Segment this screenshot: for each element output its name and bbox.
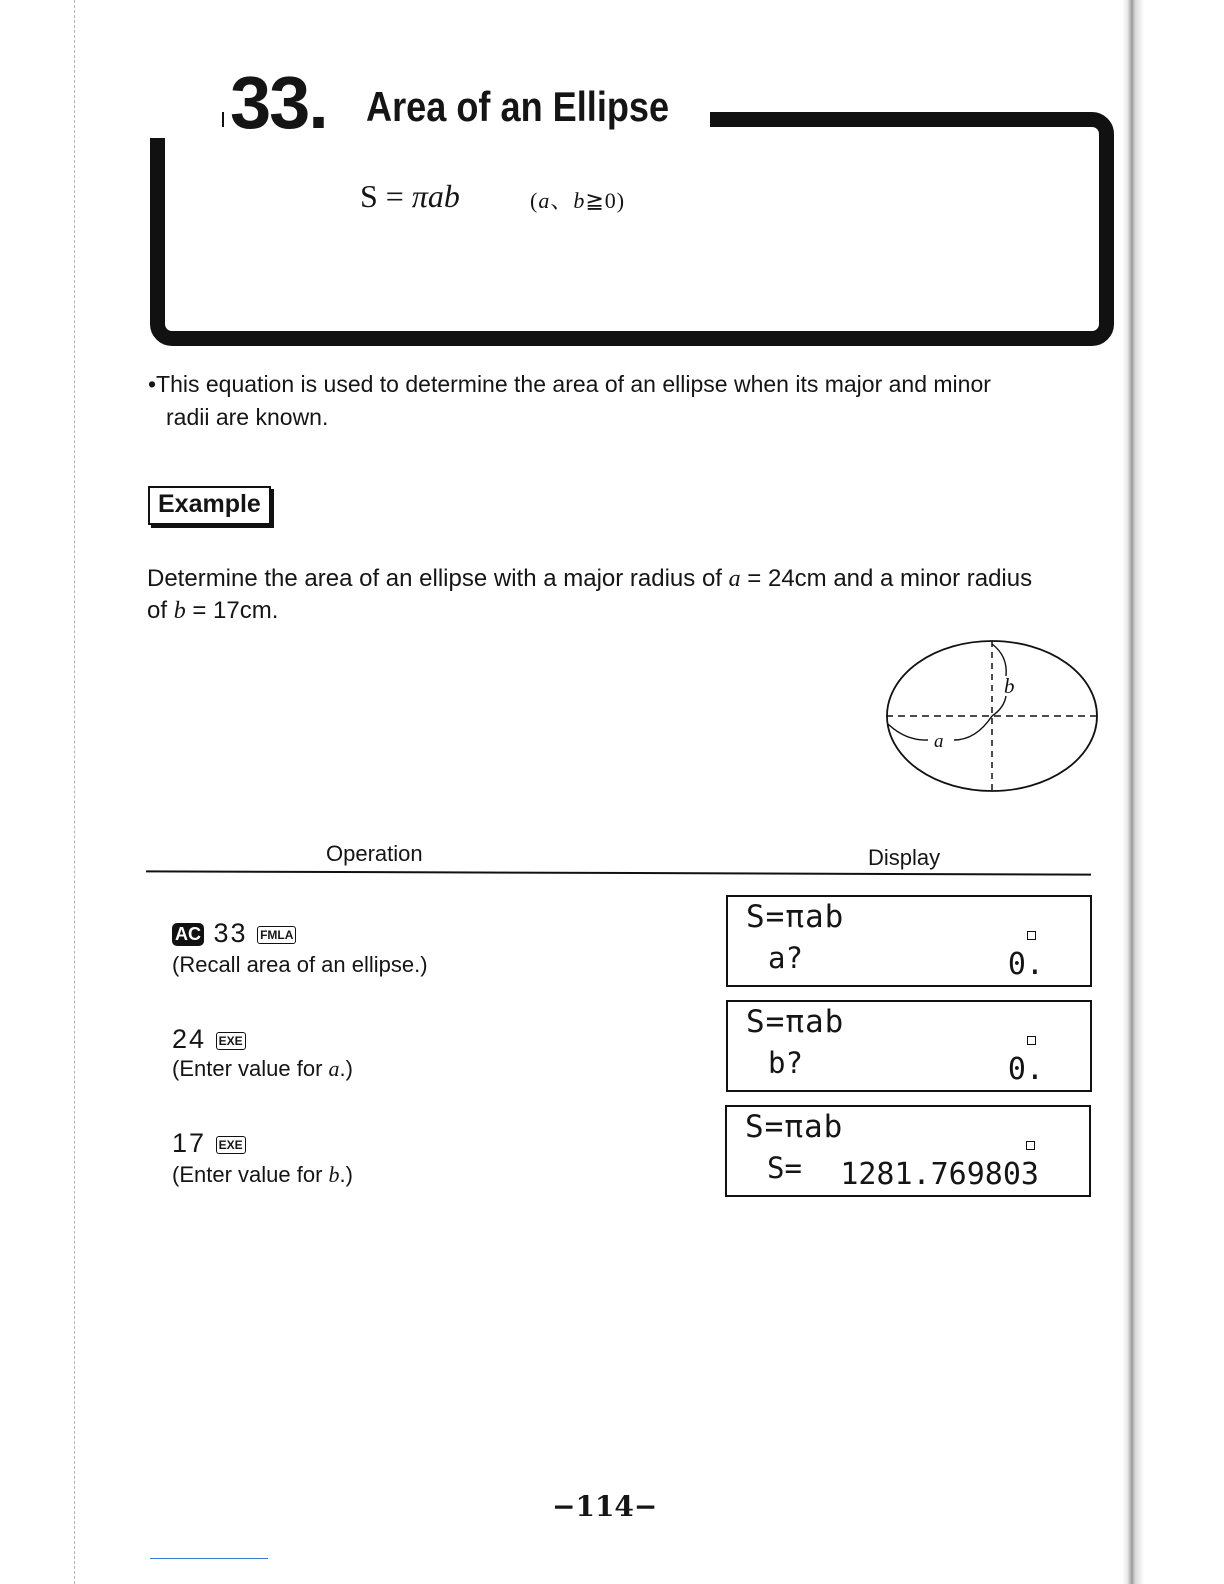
step-2-operation [172, 1024, 246, 1055]
problem-text-1: Determine the area of an ellipse with a major radius of [147, 565, 729, 592]
step-3-input: 17 [172, 1128, 207, 1158]
condition-sep: 、 [550, 188, 574, 213]
section-number: 33. [230, 61, 327, 144]
description-line-1: •This equation is used to determine the area of an ellipse when its major and minor [148, 371, 991, 397]
step-3-note-var: b [328, 1162, 340, 1187]
display-3-indicator [1026, 1141, 1035, 1150]
step-1-input: 33 [213, 918, 248, 948]
condition-a: a [538, 188, 551, 213]
display-1-prompt: a? [768, 941, 803, 975]
label-a: a [934, 731, 944, 752]
step-3-note-suffix: .) [339, 1162, 353, 1187]
ellipse-diagram [876, 636, 1106, 806]
problem-var-b: b [173, 598, 186, 624]
ac-key: AC [172, 923, 204, 946]
frame-gap [150, 98, 222, 138]
step-3-operation [172, 1128, 246, 1159]
step-3-note [172, 1162, 353, 1188]
step-2-note [172, 1056, 353, 1082]
formula-lhs: S [360, 178, 378, 214]
step-1-display [726, 895, 1092, 987]
footer-mark [150, 1558, 268, 1559]
page-number: −114− [552, 1490, 658, 1523]
step-2-display [726, 1000, 1092, 1092]
header-rule [146, 870, 1091, 875]
display-1-value: 0. [1007, 947, 1044, 982]
display-2-indicator [1027, 1036, 1036, 1045]
display-1-formula: S=πab [746, 899, 845, 935]
display-3-formula: S=πab [745, 1109, 844, 1145]
binding-margin-line [74, 0, 75, 1584]
step-1-operation [172, 918, 296, 949]
operation-header: Operation [326, 841, 423, 866]
step-3-note-prefix: (Enter value for [172, 1162, 329, 1187]
display-1-indicator [1027, 931, 1036, 940]
step-2-note-prefix: (Enter value for [172, 1056, 329, 1081]
description-line-2: radii are known. [166, 404, 329, 430]
display-3-value: 1281.769803 [840, 1157, 1039, 1192]
step-2-note-var: a [328, 1056, 340, 1081]
display-2-formula: S=πab [746, 1004, 845, 1040]
problem-var-a: a [728, 566, 741, 592]
step-3-display [725, 1105, 1091, 1197]
formula-eq: = [377, 178, 412, 214]
condition-rest: ≧0) [585, 188, 626, 213]
formula-vars: ab [427, 178, 460, 214]
condition-open: ( [530, 188, 539, 213]
exe-key: EXE [216, 1136, 246, 1154]
display-3-prompt: S= [767, 1151, 802, 1185]
formula [360, 178, 460, 215]
step-2-input: 24 [172, 1024, 207, 1054]
step-1-note: (Recall area of an ellipse.) [172, 952, 428, 977]
step-2-note-suffix: .) [339, 1056, 353, 1081]
formula-condition [530, 184, 625, 215]
section-title: Area of an Ellipse [366, 83, 670, 130]
page-edge-shadow [1122, 0, 1144, 1584]
problem-statement [147, 563, 1107, 627]
exe-key: EXE [216, 1032, 246, 1050]
label-b: b [1004, 674, 1015, 698]
example-label: Example [148, 486, 271, 525]
problem-text-4: = 17cm. [185, 597, 279, 624]
condition-b: b [573, 188, 586, 213]
title-frame [150, 112, 1114, 346]
problem-text-2: = 24cm and a minor radius [740, 565, 1033, 592]
formula-pi: π [411, 178, 428, 214]
description [148, 368, 1108, 434]
display-header: Display [868, 845, 941, 870]
problem-line-1 [147, 563, 1107, 595]
problem-text-3: of [147, 597, 174, 624]
problem-line-2 [147, 595, 1107, 627]
display-2-prompt: b? [768, 1046, 803, 1080]
display-2-value: 0. [1007, 1052, 1044, 1087]
fmla-key: FMLA [257, 926, 296, 944]
